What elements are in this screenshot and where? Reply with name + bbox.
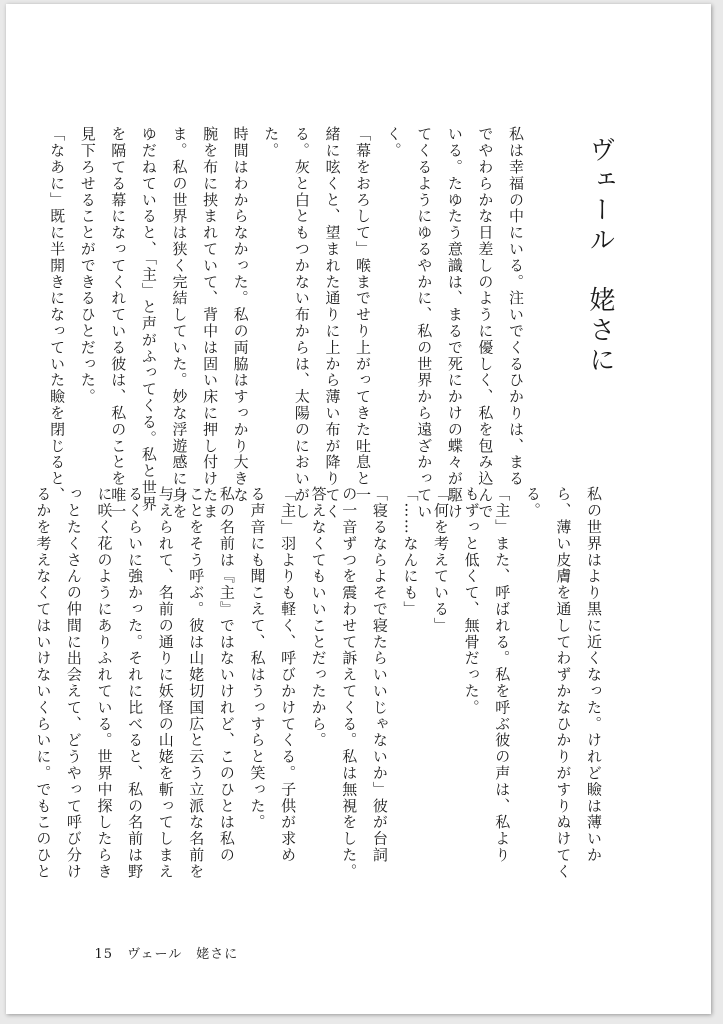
page-number: 15 — [94, 947, 114, 962]
running-title: ヴェール 姥さに — [127, 947, 239, 962]
book-page — [6, 4, 711, 1014]
body-text-lower: 私の世界はより黒に近くなった。けれど瞼は薄いか ら、薄い皮膚を通してわずかなひかりがすりぬけてく る。 「主」また、呼ばれる。私を呼ぶ彼の声は、私より もずっと低くて、無骨だった。 「何を考えている」 「……なんにも」 「寝るならよそで寝たらいいじゃないか」彼が台詞 の一音ずつを震わせて訴えてくる。私は無視をした。 答えなくてもいいことだったから。 「主」羽よりも軽く、呼びかけてくる。子供が求め る声音にも聞こえて、私はうっすらと笑った。 私の名前は『主』ではないけれど、このひとは私の ことをそう呼ぶ。彼は山姥切国広と云う立派な名前を 与えられて、名前の通りに妖怪の山姥を斬ってしまえ るくらいに強かった。それに比べると、私の名前は野 に咲く花のようにありふれている。世界中探したらき っとたくさんの仲間に出会えて、どうやって呼び分け るかを考えなくてはいけないくらいに。でもこのひと — [34, 486, 603, 880]
story-title: ヴェール 姥さに — [585, 136, 615, 376]
body-text-upper: 私は幸福の中にいる。注いでくるひかりは、まる でやわらかな日差しのように優しく、私を包み込んで いる。たゆたう意識は、まるで死にかけの蝶々が駆け てくるようにゆるやかに、私の世界から遠ざかってい く。 「幕をおろして」喉までせり上がってきた吐息と一 緒に呟くと、望まれた通りに上から薄い布が降りてく る。灰と白ともつかない布からは、太陽のにおいがし た。 時間はわからなかった。私の両脇はすっかり大きな 腕を布に挟まれていて、背中は固い床に押し付けたま ま。私の世界は狭く完結していた。妙な浮遊感に身を ゆだねていると、「主」と声がふってくる。私と世界 を隔てる幕になってくれている彼は、私のことを唯一 見下ろせることができるひとだった。 「なあに」既に半開きになっていた瞼を閉じると、 — [48, 126, 525, 520]
page-footer — [74, 928, 238, 977]
